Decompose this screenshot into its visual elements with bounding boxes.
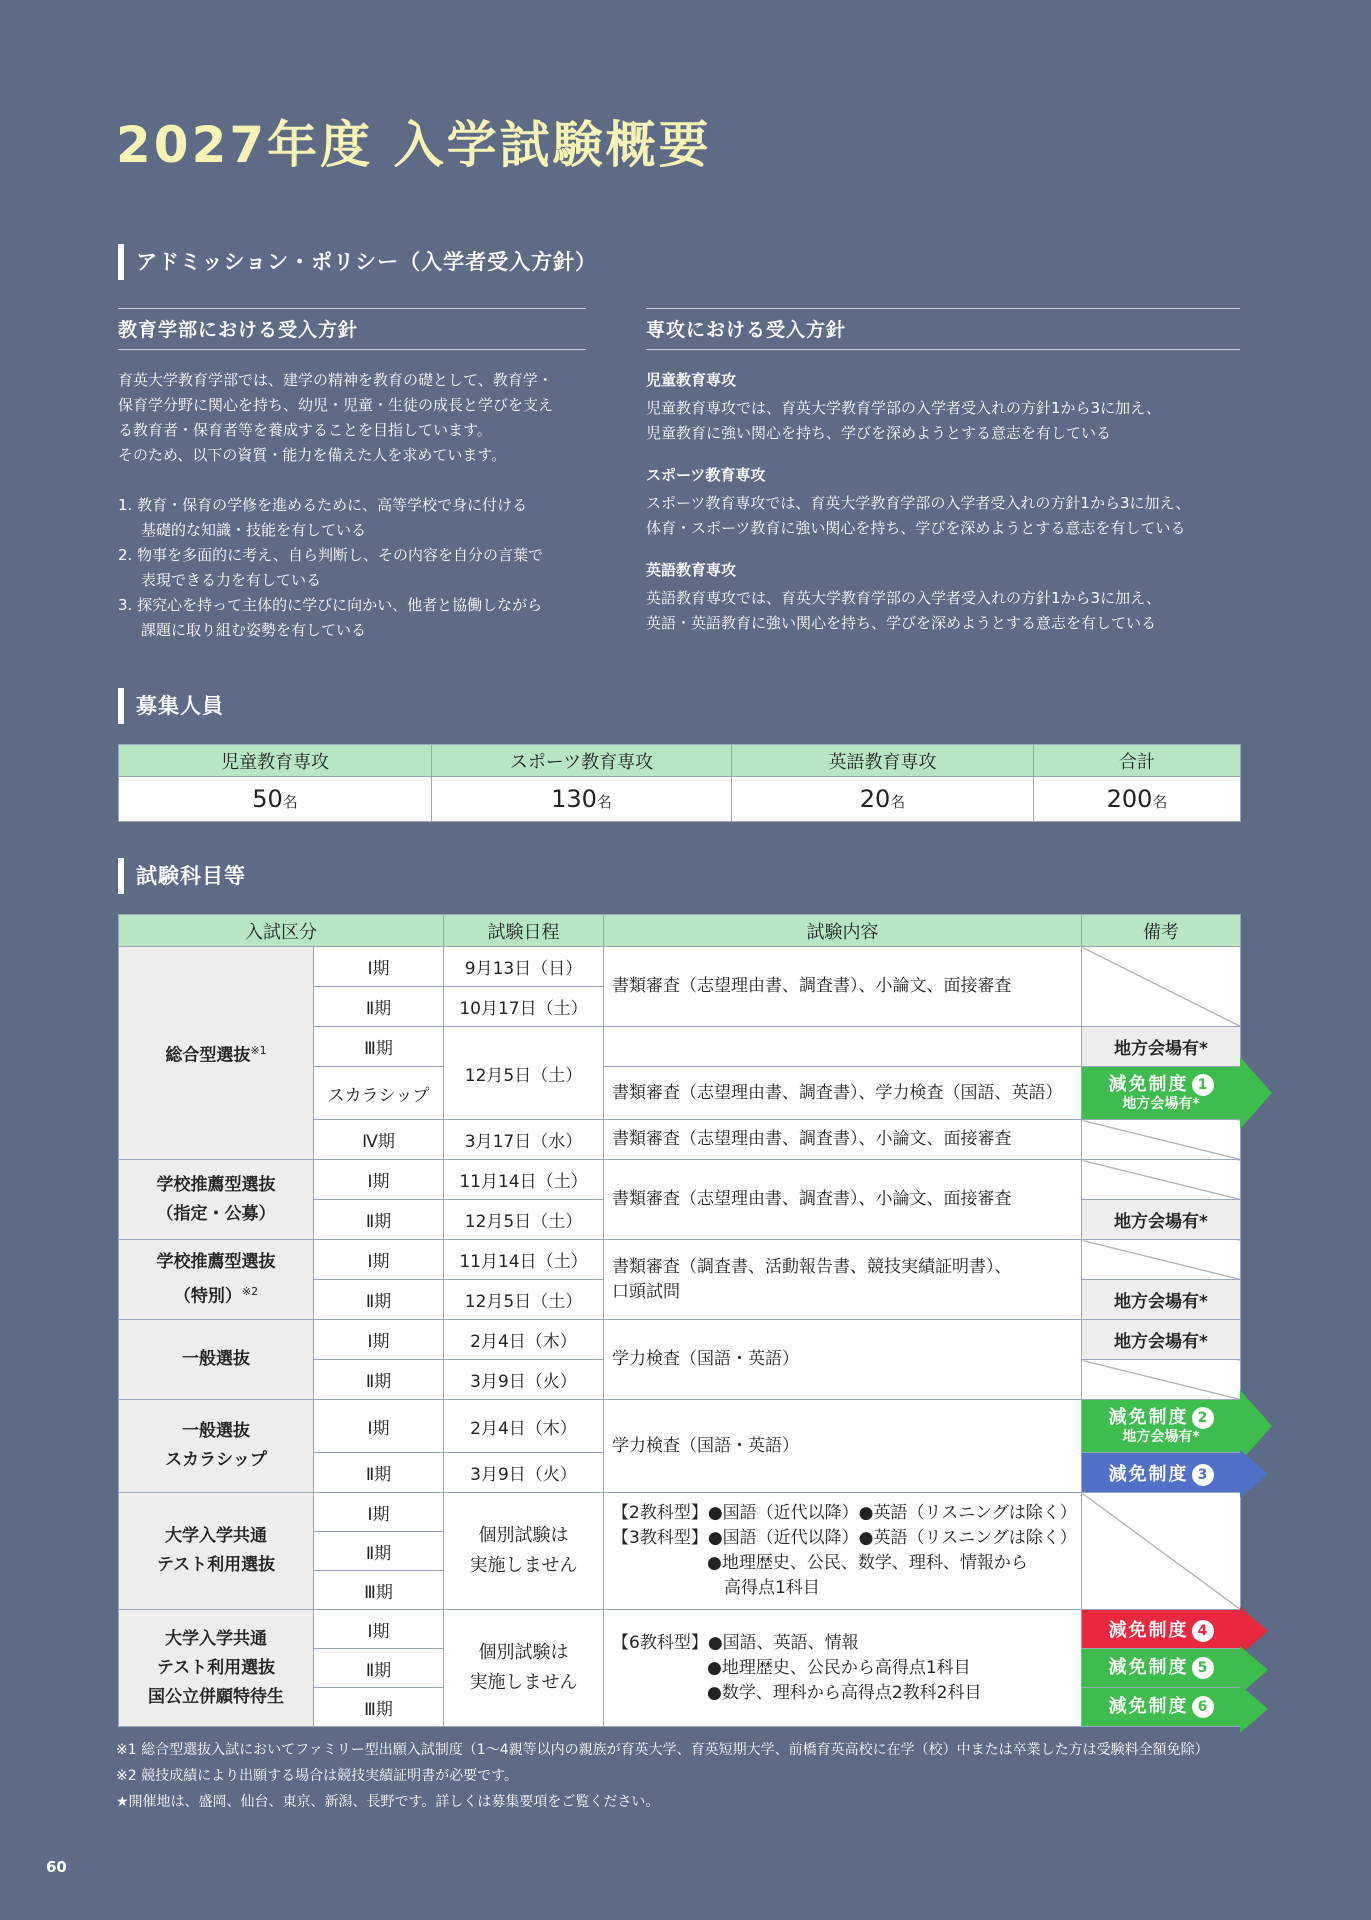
period-label: Ⅱ期 (314, 1360, 444, 1400)
local-venue-badge: 地方会場有* (1082, 1320, 1241, 1360)
exam-content: 学力検査（国語・英語） (604, 1320, 1082, 1400)
exam-content: 書類審査（志望理由書、調査書）、学力検査（国語、英語） (604, 1067, 1082, 1120)
remark-empty (1082, 1360, 1241, 1400)
enrollment-header: 英語教育専攻 (732, 745, 1034, 777)
exam-date: 3月17日（水） (444, 1120, 604, 1160)
category-suisen-shitei: 学校推薦型選抜 （指定・公募） (119, 1160, 314, 1240)
exam-date: 2月4日（木） (444, 1320, 604, 1360)
exam-header: 試験日程 (444, 915, 604, 947)
exam-date: 11月14日（土） (444, 1240, 604, 1280)
footnote: ★開催地は、盛岡、仙台、東京、新潟、長野です。詳しくは募集要項をご覧ください。 (116, 1794, 660, 1810)
exam-heading: 試験科目等 (118, 858, 246, 894)
period-label: Ⅳ期 (314, 1120, 444, 1160)
major-text: 英語・英語教育に強い関心を持ち、学びを深めようとする意志を有している (646, 614, 1157, 632)
exam-header: 備考 (1082, 915, 1241, 947)
exam-date: 12月5日（土） (444, 1200, 604, 1240)
period-label: Ⅲ期 (314, 1027, 444, 1067)
exam-header: 試験内容 (604, 915, 1082, 947)
local-venue-badge: 地方会場有* (1082, 1027, 1241, 1067)
exam-date: 10月17日（土） (444, 987, 604, 1027)
enrollment-value: 50名 (119, 777, 432, 822)
enrollment-heading: 募集人員 (118, 688, 224, 724)
enrollment-table (118, 744, 1241, 822)
period-label: Ⅰ期 (314, 1320, 444, 1360)
category-kyotsu: 大学入学共通 テスト利用選抜 (119, 1493, 314, 1610)
exam-content: 書類審査（志望理由書、調査書）、小論文、面接審査 (604, 1120, 1082, 1160)
exam-date: 個別試験は 実施しません (444, 1610, 604, 1727)
major-text: 児童教育専攻では、育英大学教育学部の入学者受入れの方針1から3に加え、 (646, 399, 1161, 417)
period-label: Ⅰ期 (314, 1610, 444, 1649)
period-label: Ⅰ期 (314, 1493, 444, 1532)
major-text: 児童教育に強い関心を持ち、学びを深めようとする意志を有している (646, 424, 1112, 442)
period-label: Ⅰ期 (314, 947, 444, 987)
intro-line: 育英大学教育学部では、建学の精神を教育の礎として、教育学・ (118, 371, 553, 389)
arrow-icon (1240, 1057, 1272, 1129)
major-text: スポーツ教育専攻では、育英大学教育学部の入学者受入れの方針1から3に加え、 (646, 494, 1191, 512)
period-label: Ⅱ期 (314, 1532, 444, 1571)
period-label: Ⅱ期 (314, 1200, 444, 1240)
category-sogo: 総合型選抜$^{※1}$ (119, 947, 314, 1160)
admission-policy-heading: アドミッション・ポリシー（入学者受入方針） (118, 244, 597, 280)
exam-content: 書類審査（志望理由書、調査書）、小論文、面接審査 (604, 1160, 1082, 1240)
exam-content: 学力検査（国語・英語） (604, 1400, 1082, 1493)
enrollment-header: 児童教育専攻 (119, 745, 432, 777)
intro-line: そのため、以下の資質・能力を備えた人を求めています。 (118, 446, 507, 464)
period-label: Ⅲ期 (314, 1571, 444, 1610)
major-policy (646, 308, 1240, 636)
exam-table (118, 914, 1241, 1727)
reduction-badge-5: 減免制度 5 (1082, 1649, 1241, 1688)
period-label: Ⅰ期 (314, 1240, 444, 1280)
exam-date: 11月14日（土） (444, 1160, 604, 1200)
exam-date: 9月13日（日） (444, 947, 604, 987)
policy-item: 2. 物事を多面的に考え、自ら判断し、その内容を自分の言葉で 表現できる力を有している (118, 546, 543, 589)
period-label: Ⅰ期 (314, 1160, 444, 1200)
period-label: Ⅱ期 (314, 987, 444, 1027)
policy-list (118, 493, 586, 643)
period-label: Ⅲ期 (314, 1688, 444, 1727)
period-label: スカラシップ (314, 1067, 444, 1120)
exam-header: 入試区分 (119, 915, 444, 947)
category-ippan-scholarship: 一般選抜 スカラシップ (119, 1400, 314, 1493)
faculty-policy-title: 教育学部における受入方針 (118, 308, 586, 350)
period-label: Ⅱ期 (314, 1280, 444, 1320)
remark-empty (1082, 1160, 1241, 1200)
reduction-badge-6: 減免制度 6 (1082, 1688, 1241, 1727)
arrow-icon (1240, 1450, 1268, 1498)
exam-date: 3月9日（火） (444, 1453, 604, 1493)
remark-empty (1082, 1240, 1241, 1280)
enrollment-header: スポーツ教育専攻 (432, 745, 732, 777)
intro-line: 保育学分野に関心を持ち、幼児・児童・生徒の成長と学びを支え (118, 396, 554, 414)
major-text: 体育・スポーツ教育に強い関心を持ち、学びを深めようとする意志を有している (646, 519, 1186, 537)
period-label: Ⅰ期 (314, 1400, 444, 1453)
period-label: Ⅱ期 (314, 1453, 444, 1493)
local-venue-badge: 地方会場有* (1082, 1200, 1241, 1240)
category-kokuritsu: 大学入学共通 テスト利用選抜 国公立併願特待生 (119, 1610, 314, 1727)
enrollment-value: 130名 (432, 777, 732, 822)
policy-item: 1. 教育・保育の学修を進めるために、高等学校で身に付ける 基礎的な知識・技能を有している (118, 496, 528, 539)
period-label: Ⅱ期 (314, 1649, 444, 1688)
major-text: 英語教育専攻では、育英大学教育学部の入学者受入れの方針1から3に加え、 (646, 589, 1161, 607)
category-suisen-tokubetsu: 学校推薦型選抜 （特別）$^{※2}$ (119, 1240, 314, 1320)
faculty-policy (118, 308, 586, 643)
exam-content-blank (604, 1027, 1082, 1067)
reduction-badge-1: 減免制度 1 地方会場有* (1082, 1067, 1241, 1120)
remark-empty (1082, 947, 1241, 1027)
policy-item: 3. 探究心を持って主体的に学びに向かい、他者と協働しながら 課題に取り組む姿勢を有している (118, 596, 543, 639)
exam-date: 2月4日（木） (444, 1400, 604, 1453)
intro-line: る教育者・保育者等を養成することを目指しています。 (118, 421, 492, 439)
major-name: スポーツ教育専攻 (646, 466, 766, 484)
reduction-badge-2: 減免制度 2 地方会場有* (1082, 1400, 1241, 1453)
exam-content: 書類審査（志望理由書、調査書）、小論文、面接審査 (604, 947, 1082, 1027)
exam-content: 【2教科型】●国語（近代以降）●英語（リスニングは除く） 【3教科型】●国語（近代以降）●英語（リスニングは除く） ●地理歴史、公民、数学、理科、情報から 高得点1科目 (604, 1493, 1082, 1610)
exam-date: 12月5日（土） (444, 1027, 604, 1120)
remark-empty (1082, 1120, 1241, 1160)
exam-content: 【6教科型】●国語、英語、情報 ●地理歴史、公民から高得点1科目 ●数学、理科から高得点2教科2科目 (604, 1610, 1082, 1727)
major-name: 英語教育専攻 (646, 561, 737, 579)
arrow-icon (1240, 1685, 1268, 1733)
page-title: 2027年度 入学試験概要 (116, 116, 712, 174)
major-name: 児童教育専攻 (646, 371, 737, 389)
local-venue-badge: 地方会場有* (1082, 1280, 1241, 1320)
footnote: ※1 総合型選抜入試においてファミリー型出願入試制度（1～4親等以内の親族が育英大学、育英短期大学、前橋育英高校に在学（校）中または卒業した方は受験料全額免除） (116, 1742, 1209, 1758)
enrollment-value: 200名 (1034, 777, 1241, 822)
footnote: ※2 競技成績により出願する場合は競技実績証明書が必要です。 (116, 1768, 518, 1784)
reduction-badge-4: 減免制度 4 (1082, 1610, 1241, 1649)
reduction-badge-3: 減免制度 3 (1082, 1453, 1241, 1493)
category-ippan: 一般選抜 (119, 1320, 314, 1400)
exam-date: 12月5日（土） (444, 1280, 604, 1320)
page-number: 60 (46, 1858, 67, 1876)
footnotes (116, 1737, 1209, 1815)
major-policy-title: 専攻における受入方針 (646, 308, 1240, 350)
exam-date: 個別試験は 実施しません (444, 1493, 604, 1610)
exam-content: 書類審査（調査書、活動報告書、競技実績証明書）、 口頭試問 (604, 1240, 1082, 1320)
enrollment-header: 合計 (1034, 745, 1241, 777)
exam-date: 3月9日（火） (444, 1360, 604, 1400)
enrollment-value: 20名 (732, 777, 1034, 822)
remark-empty (1082, 1493, 1241, 1610)
